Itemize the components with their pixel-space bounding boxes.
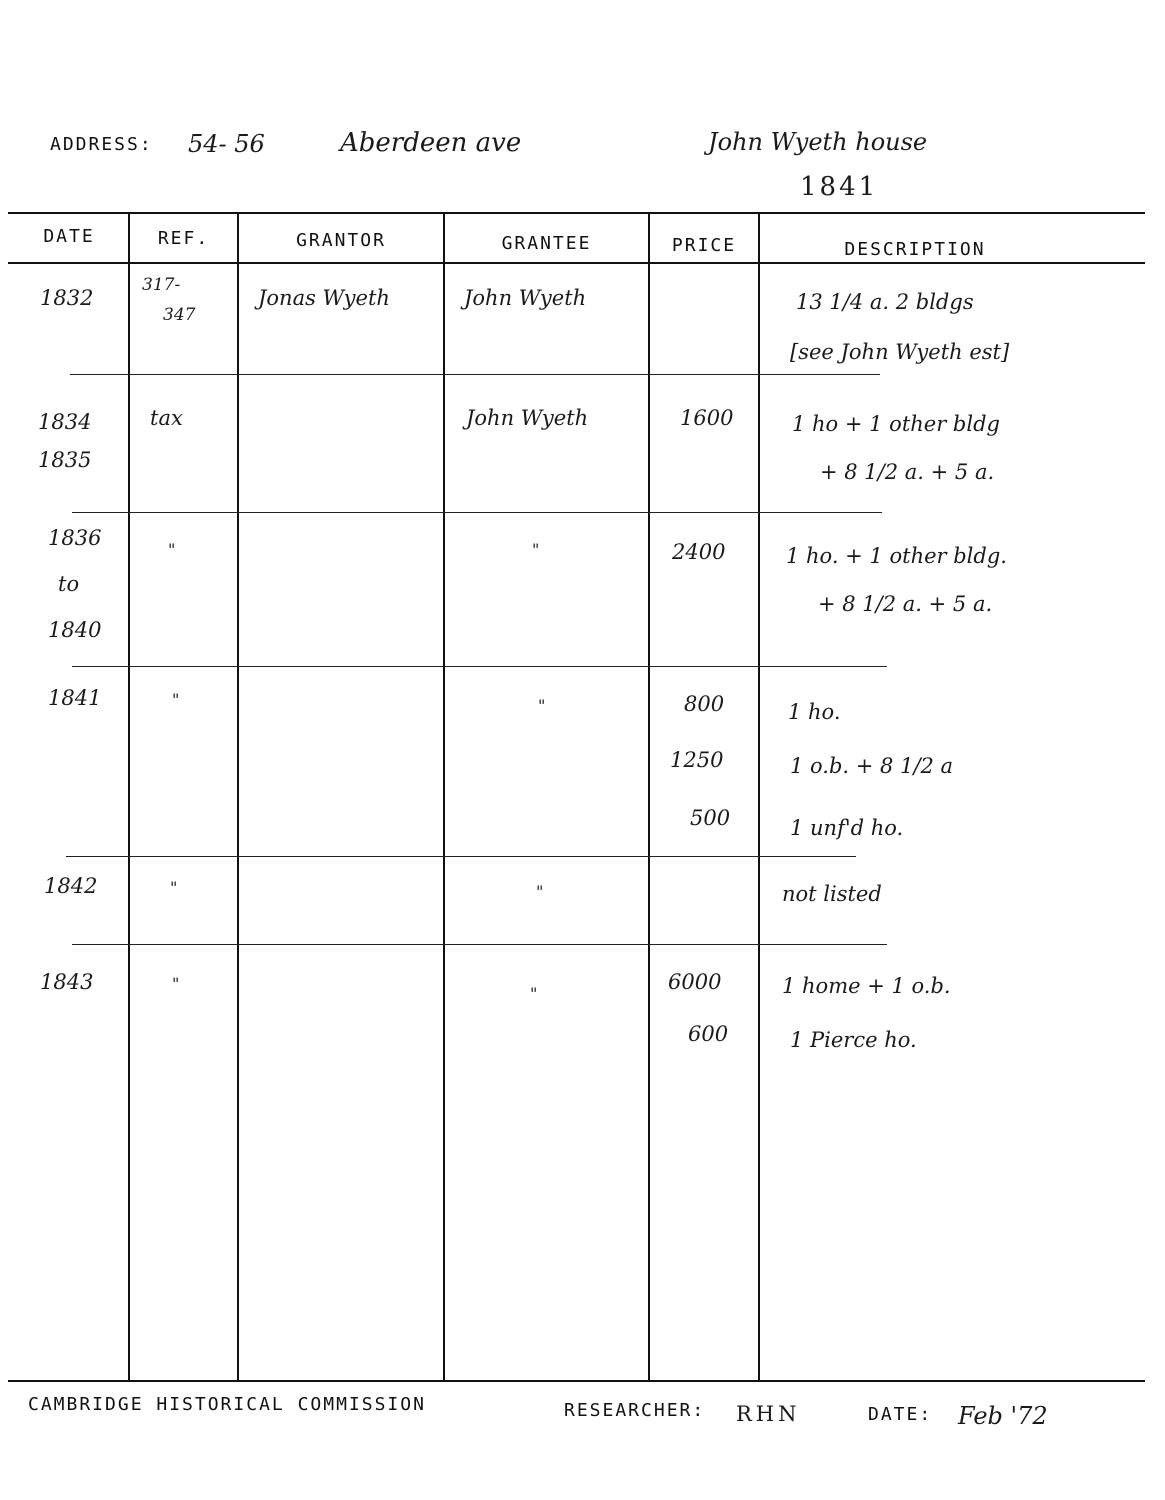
row-date: 1836 — [48, 526, 102, 550]
row-description: 1 ho. + 1 other bldg. — [786, 544, 1007, 568]
row-description: 1 Pierce ho. — [790, 1028, 917, 1052]
col-divider-grantor-grantee — [443, 214, 445, 1380]
row-description: 13 1/4 a. 2 bldgs — [796, 290, 974, 314]
footer-date-value: Feb '72 — [958, 1402, 1048, 1430]
col-divider-price-desc — [758, 214, 760, 1380]
row-separator — [72, 512, 882, 513]
row-ref: 347 — [163, 305, 196, 325]
col-divider-grantee-price — [648, 214, 650, 1380]
header-bottom-rule — [8, 262, 1145, 264]
row-grantee: " — [532, 540, 540, 559]
row-separator — [72, 944, 887, 945]
row-separator — [70, 374, 880, 375]
col-header-grantor: GRANTOR — [296, 230, 386, 251]
address-number: 54- 56 — [188, 130, 265, 158]
row-ref: " — [172, 690, 180, 709]
col-header-date: DATE — [43, 226, 95, 247]
col-divider-date-ref — [128, 214, 130, 1380]
row-price: 800 — [684, 692, 725, 716]
row-description: 1 home + 1 o.b. — [782, 974, 951, 998]
col-header-grantee: GRANTEE — [501, 233, 592, 254]
row-date: 1832 — [40, 286, 94, 310]
row-price: 500 — [690, 806, 731, 830]
footer-rule — [8, 1380, 1145, 1382]
researcher-label: RESEARCHER: — [564, 1400, 706, 1421]
row-grantee: " — [530, 984, 538, 1003]
row-ref: " — [170, 878, 178, 897]
row-price: 1600 — [680, 406, 734, 430]
address-street: Aberdeen ave — [340, 128, 522, 158]
row-grantee: " — [536, 882, 544, 901]
house-year: 1841 — [800, 172, 879, 202]
row-grantee: John Wyeth — [466, 406, 589, 430]
row-ref: 317- — [142, 275, 181, 295]
col-header-price: PRICE — [671, 235, 737, 256]
row-grantor: Jonas Wyeth — [258, 286, 390, 310]
row-ref: " — [172, 974, 180, 993]
row-date: 1835 — [38, 448, 92, 472]
row-price: 600 — [688, 1022, 729, 1046]
footer-date-label: DATE: — [868, 1404, 933, 1425]
row-price: 1250 — [670, 748, 724, 772]
row-grantee: John Wyeth — [464, 286, 587, 310]
row-description: + 8 1/2 a. + 5 a. — [818, 592, 993, 616]
row-description: [see John Wyeth est] — [790, 340, 1010, 364]
house-name: John Wyeth house — [708, 128, 928, 156]
row-price: 6000 — [668, 970, 722, 994]
row-separator — [66, 856, 856, 857]
row-date: to — [58, 572, 80, 596]
row-price: 2400 — [672, 540, 726, 564]
row-date: 1842 — [44, 874, 98, 898]
organization-name: CAMBRIDGE HISTORICAL COMMISSION — [28, 1394, 426, 1415]
col-header-description: DESCRIPTION — [844, 239, 986, 260]
table-top-rule — [8, 212, 1145, 214]
col-header-ref: REF. — [157, 228, 210, 249]
row-description: 1 unf'd ho. — [790, 816, 904, 840]
col-divider-ref-grantor — [237, 214, 239, 1380]
row-grantee: " — [538, 696, 546, 715]
row-separator — [72, 666, 887, 667]
row-description: 1 ho. — [788, 700, 841, 724]
row-date: 1834 — [38, 410, 92, 434]
row-ref: " — [168, 540, 176, 559]
row-description: + 8 1/2 a. + 5 a. — [820, 460, 995, 484]
row-description: 1 ho + 1 other bldg — [792, 412, 1000, 436]
row-description: not listed — [782, 882, 882, 906]
researcher-value: RHN — [736, 1402, 801, 1426]
address-label: ADDRESS: — [50, 134, 153, 155]
row-date: 1841 — [48, 686, 102, 710]
row-description: 1 o.b. + 8 1/2 a — [790, 754, 954, 778]
row-date: 1840 — [48, 618, 102, 642]
row-ref: tax — [150, 406, 183, 430]
row-date: 1843 — [40, 970, 94, 994]
